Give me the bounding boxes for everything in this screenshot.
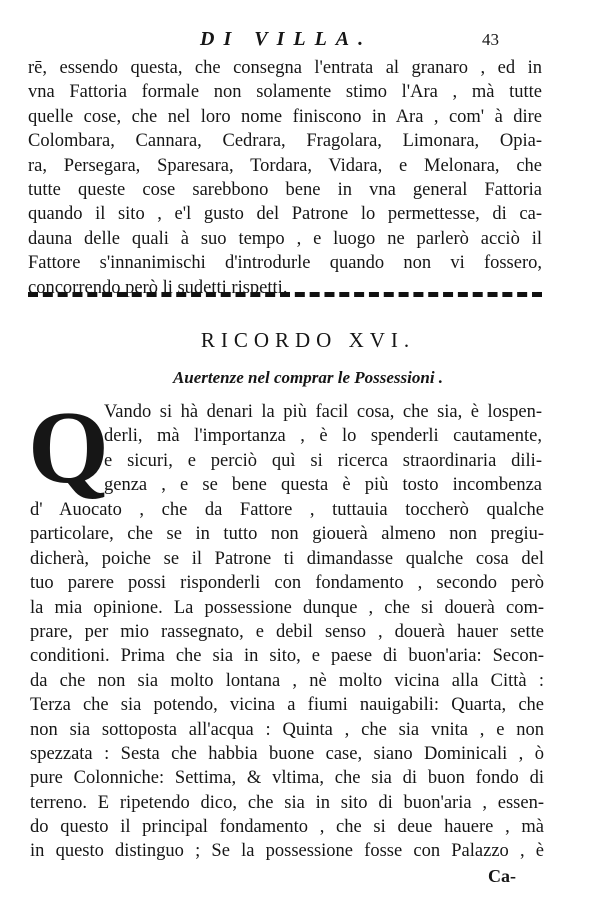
text-line: tutte queste cose sarebbono bene in vna general Fattoria bbox=[28, 179, 542, 200]
section-subtitle: Auertenze nel comprar le Possessioni . bbox=[172, 368, 444, 387]
text-line: tuo parere possi risponderli con fondamento , secondo però bbox=[30, 573, 544, 594]
text-line: spezzata : Sesta che habbia buone case, siano Dominicali , ò bbox=[30, 743, 544, 764]
text-line: Terza che sia potendo, vicina a fiumi nauigabili: Quarta, che bbox=[30, 695, 544, 716]
text-line: ra, Persegara, Sparesara, Tordara, Vidara, e Melonara, che bbox=[28, 155, 542, 176]
indented-lines bbox=[104, 400, 542, 498]
text-line: genza , e se bene questa è più tosto incombenza bbox=[104, 475, 542, 496]
text-line: prare, per mio rassegnato, e debil senso , douerà hauer sette bbox=[30, 621, 544, 642]
text-line: rē, essendo questa, che consegna l'entrata al granaro , ed in bbox=[28, 58, 542, 78]
page-number: 43 bbox=[482, 30, 499, 49]
text-line: pure Colonniche: Settima, & vltima, che sia di buon fondo di bbox=[30, 768, 544, 789]
section-divider bbox=[28, 292, 542, 297]
text-line: Colombara, Cannara, Cedrara, Fragolara, Limonara, Opia- bbox=[28, 131, 542, 152]
text-line: do questo il principal fondamento , che si deue hauere , mà bbox=[30, 817, 544, 838]
page-header bbox=[0, 28, 616, 56]
section-title: RICORDO XVI. bbox=[200, 328, 416, 352]
text-line: quelle cose, che nel loro nome finiscono in Ara , com' à dire bbox=[28, 106, 542, 127]
text-line: la mia opinione. La possessione dunque , che si douerà com- bbox=[30, 597, 544, 618]
text-line: Vando si hà denari la più facil cosa, che sia, è lospen- bbox=[104, 402, 542, 422]
text-line: vna Fattoria formale non solamente stimo l'Ara , mà tutte bbox=[28, 82, 542, 103]
text-line: in questo distinguo ; Se la possessione fosse con Palazzo , è bbox=[30, 841, 544, 862]
text-line: derli, mà l'importanza , è lo spenderli cautamente, bbox=[104, 426, 542, 447]
body-paragraph bbox=[30, 498, 544, 864]
text-line: Fattore s'innanimischi d'introdurle quando non vi fossero, bbox=[28, 253, 542, 274]
text-line: particolare, che se in tutto non giouerà almeno non pregiu- bbox=[30, 524, 544, 545]
text-line: dicherà, poiche se il Patrone ti dimandasse qualche cosa del bbox=[30, 548, 544, 569]
running-title: DI VILLA. bbox=[200, 28, 373, 50]
drop-cap: Q bbox=[28, 390, 109, 505]
text-line: da che non sia molto lontana , nè molto vicina alla Città : bbox=[30, 670, 544, 691]
text-line: quando il sito , e'l gusto del Patrone lo permettesse, di ca- bbox=[28, 204, 542, 225]
top-paragraph bbox=[28, 56, 542, 300]
text-line: e sicuri, e perciò quì si ricerca straordinaria dili- bbox=[104, 450, 542, 471]
text-line: concorrendo però li sudetti rispetti. bbox=[28, 277, 288, 298]
catchword: Ca- bbox=[488, 866, 516, 886]
text-line: terreno. E ripetendo dico, che sia in sito di buon'aria , essen- bbox=[30, 792, 544, 813]
text-line: d' Auocato , che da Fattore , tuttauia toccherò qualche bbox=[30, 500, 544, 520]
text-line: non sia sottoposta all'acqua : Quinta , che sia vnita , e non bbox=[30, 719, 544, 740]
text-line: conditioni. Prima che sia in sito, e paese di buon'aria: Secon- bbox=[30, 646, 544, 667]
text-line: dauna delle quali à suo tempo , e luogo ne parlerò acciò il bbox=[28, 228, 542, 249]
